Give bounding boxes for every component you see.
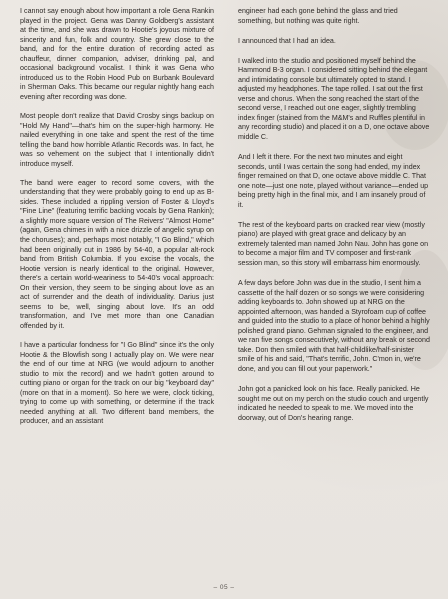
paragraph: A few days before John was due in the studio, I sent him a cassette of the half dozen or so songs we were considering adding keyboards to. John showed up at NRG on the appointed afternoon, was handed a Styrofoam cup of coffee and guided into the studio to a place of honor behind a highly polished grand piano. Gehman signaled to the engineer, and we ran five songs consecutively, without any break or second take. Don then smiled with that half-childlike/half-sinister smile of his and said, "That's terrific, John. C'mon in, we're done, and you can fill out your paperwork." [238, 279, 430, 373]
right-column [238, 7, 430, 434]
left-column [20, 7, 214, 436]
paragraph: The rest of the keyboard parts on cracked rear view (mostly piano) are played with great grace and delicacy by an extremely talented man named John Nau. John has gone on to become a major film and TV composer and first-rank session man, so this story will embarrass him enormously. [238, 220, 429, 268]
paragraph: I walked into the studio and positioned myself behind the Hammond B-3 organ. I considered sitting behind the elegant and intimidating console but ultimately opted to stand. I adjusted my headphones. The tape rolled. I sat out the first verse and chorus. When the song reached the start of the second verse, I reached out one eager, slightly trembling index finger (stained from the M&M's and Ruffles plentiful in any recording studio) and placed it on a D, one octave above middle C. [238, 56, 430, 142]
paragraph: I have a particular fondness for "I Go Blind" since it's the only Hootie & the Blowfish song I actually play on. We were near the end of our time at NRG (we would adjourn to another studio to mix the record) and we hadn't gotten around to cutting piano or organ for the track on our big "keyboard day" (more on that in a moment). So here we were, clock ticking, trying to come up with something, or determine if the track needed anything at all. Two different band members, the producer, and an assistant [20, 341, 214, 426]
paragraph: I announced that I had an idea. [238, 36, 336, 45]
paragraph: Most people don't realize that David Crosby sings backup on "Hold My Hand"—that's him on the super-high harmony. He nailed everything in one take and spent the rest of the time telling the band how horrible Atlantic Records was. In fact, he was so vehement on the subject that I intentionally didn't introduce myself. [20, 111, 214, 168]
paragraph: I cannot say enough about how important a role Gena Rankin played in the project. Gena was Danny Goldberg's assistant at the time, and she was drawn to Hootie's joyous mixture of sincerity and fun, folk and country. She grew close to the band, and for the entire duration of recording acted as chauffeur, dinner companion, adviser, drinking pal, and occasional background vocalist. I think it was Gena who introduced us to the Robin Hood Pub on Burbank Boulevard in Sherman Oaks. This became our regular nightly hang each evening after recording was done. [20, 7, 214, 101]
paragraph: engineer had each gone behind the glass and tried something, but nothing was quite right. [238, 7, 398, 25]
paragraph: John got a panicked look on his face. Really panicked. He sought me out on my perch on the studio couch and urgently indicated he needed to speak to me. We moved into the doorway, out of Don's hearing range. [238, 385, 429, 422]
page-number: – 05 – [213, 584, 235, 591]
paragraph: And I left it there. For the next two minutes and eight seconds, until I was certain the song had ended, my index finger remained on that D, one octave above middle C. That one note—just one note, played without variance—ended up being pretty high in the final mix, and I am insanely proud of it. [238, 153, 429, 209]
paragraph: The band were eager to record some covers, with the understanding that they were probably going to end up as B-sides. These included a rippling version of Foster & Lloyd's "Fine Line" (featuring terrific backing vocals by Gena Rankin); a slightly more square version of The Reivers' "Almost Home" (again, Gena chimes in with a nice drizzle of angelic syrup on the choruses); and, perhaps most notably, "I Go Blind," which had been originally cut in 1986 by 54-40, a popular alt-rock band from British Columbia. If you excise the vocals, the Hootie version is nearly identical to the original. However, there's a certain world-weariness to 54-40's vocal approach: On their version, they seem to be singing about love as an act of surrender and the death of individuality. Darius just seems to be, well, singing about love. It's an odd transformation, and I've met more than one Canadian offended by it. [20, 178, 214, 330]
